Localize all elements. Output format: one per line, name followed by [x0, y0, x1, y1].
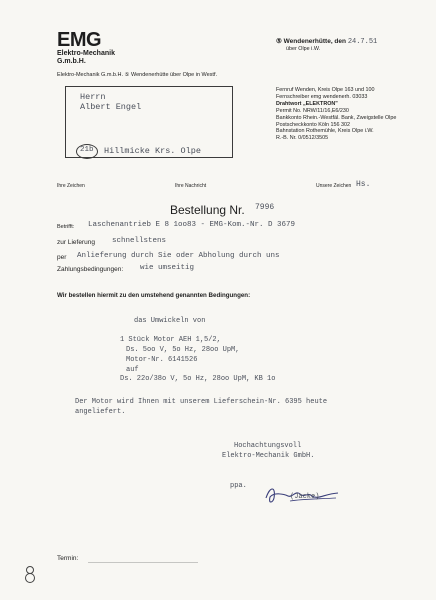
- closing-ppa: ppa.: [230, 482, 247, 490]
- per-value: Anlieferung durch Sie oder Abholung durch uns: [77, 252, 280, 260]
- delivery-note-line2: angeliefert.: [75, 408, 126, 416]
- label-termin: Termin:: [57, 555, 79, 562]
- delivery-note-line1: Der Motor wird Ihnen mit unserem Lieferschein-Nr. 6395 heute: [75, 398, 328, 406]
- label-per: per: [57, 254, 67, 261]
- label-betrifft: Betrifft:: [57, 224, 75, 230]
- item-line: 1 Stück Motor AEH 1,5/2,: [120, 336, 221, 344]
- item-line: auf: [126, 366, 139, 374]
- address-line2: Albert Engel: [80, 102, 142, 112]
- address-line1: Herrn: [80, 92, 106, 102]
- contact-line: Drahtwort „ELEKTRON": [276, 100, 338, 107]
- binder-mark-icon: [24, 565, 36, 585]
- betrifft-value: Laschenantrieb E 8 1oo83 - EMG-Kom.-Nr. D 3679: [88, 221, 296, 229]
- contact-line: Permit No. NRW/11/16,E6/230: [276, 107, 349, 114]
- contact-line: Fernschreiber emg wendenerh. 03033: [276, 93, 368, 100]
- termin-line: [88, 562, 198, 563]
- item-line: das Umwickeln von: [134, 317, 206, 325]
- logo-brand: EMG: [57, 29, 102, 51]
- label-zahlungsbedingungen: Zahlungsbedingungen:: [57, 266, 124, 273]
- label-ihre-nachricht: Ihre Nachricht: [175, 183, 207, 189]
- order-intro: Wir bestellen hiermit zu den umstehend genannten Bedingungen:: [57, 292, 251, 299]
- zahlung-value: wie umseitig: [140, 264, 195, 272]
- contact-line: Bankkonto Rhein.-Westfäl. Bank, Zweigstelle Olpe: [276, 114, 397, 121]
- item-line: Ds. 22o/38o V, 5o Hz, 28oo UpM, KB 1o: [120, 375, 276, 383]
- lieferung-value: schnellstens: [112, 237, 167, 245]
- contact-line: Fernruf Wenden, Kreis Olpe 163 und 100: [276, 87, 375, 93]
- unsere-zeichen-value: Hs.: [356, 180, 371, 189]
- place-label: ⑤ Wendenerhütte, den: [276, 38, 346, 45]
- logo-company-line1: Elektro-Mechanik: [57, 50, 115, 57]
- contact-line: Bahnstation Rothemühle, Kreis Olpe i.W.: [276, 128, 374, 135]
- address-city: Hillmicke Krs. Olpe: [104, 146, 201, 156]
- signer-name: (Jacke): [290, 493, 320, 501]
- sender-return-line: Elektro-Mechanik G.m.b.H. ⑤ Wendenerhütte über Olpe in Westf.: [57, 72, 218, 78]
- contact-line: R.-B. Nr. 0/0512/3505: [276, 135, 329, 142]
- company-logo: [57, 30, 115, 66]
- label-unsere-zeichen: Unsere Zeichen: [316, 183, 352, 189]
- label-ihre-zeichen: Ihre Zeichen: [57, 183, 85, 189]
- place-date-line: [276, 37, 377, 46]
- order-number: 7996: [255, 203, 275, 212]
- item-line: Ds. 5oo V, 5o Hz, 28oo UpM,: [126, 346, 240, 354]
- item-line: Motor-Nr. 6141526: [126, 356, 198, 364]
- letter-date: 24.7.51: [347, 38, 378, 46]
- contact-block: [276, 87, 396, 142]
- order-title: Bestellung Nr.: [170, 203, 245, 217]
- place-sub: über Olpe i.W.: [286, 46, 321, 52]
- address-zip: 21b: [80, 146, 94, 154]
- contact-line: Postscheckkonto Köln 156 302: [276, 121, 351, 128]
- closing-company: Elektro-Mechanik GmbH.: [222, 452, 315, 460]
- label-lieferung: zur Lieferung: [57, 239, 95, 246]
- closing-greeting: Hochachtungsvoll: [234, 442, 302, 450]
- logo-company-line2: G.m.b.H.: [57, 58, 86, 65]
